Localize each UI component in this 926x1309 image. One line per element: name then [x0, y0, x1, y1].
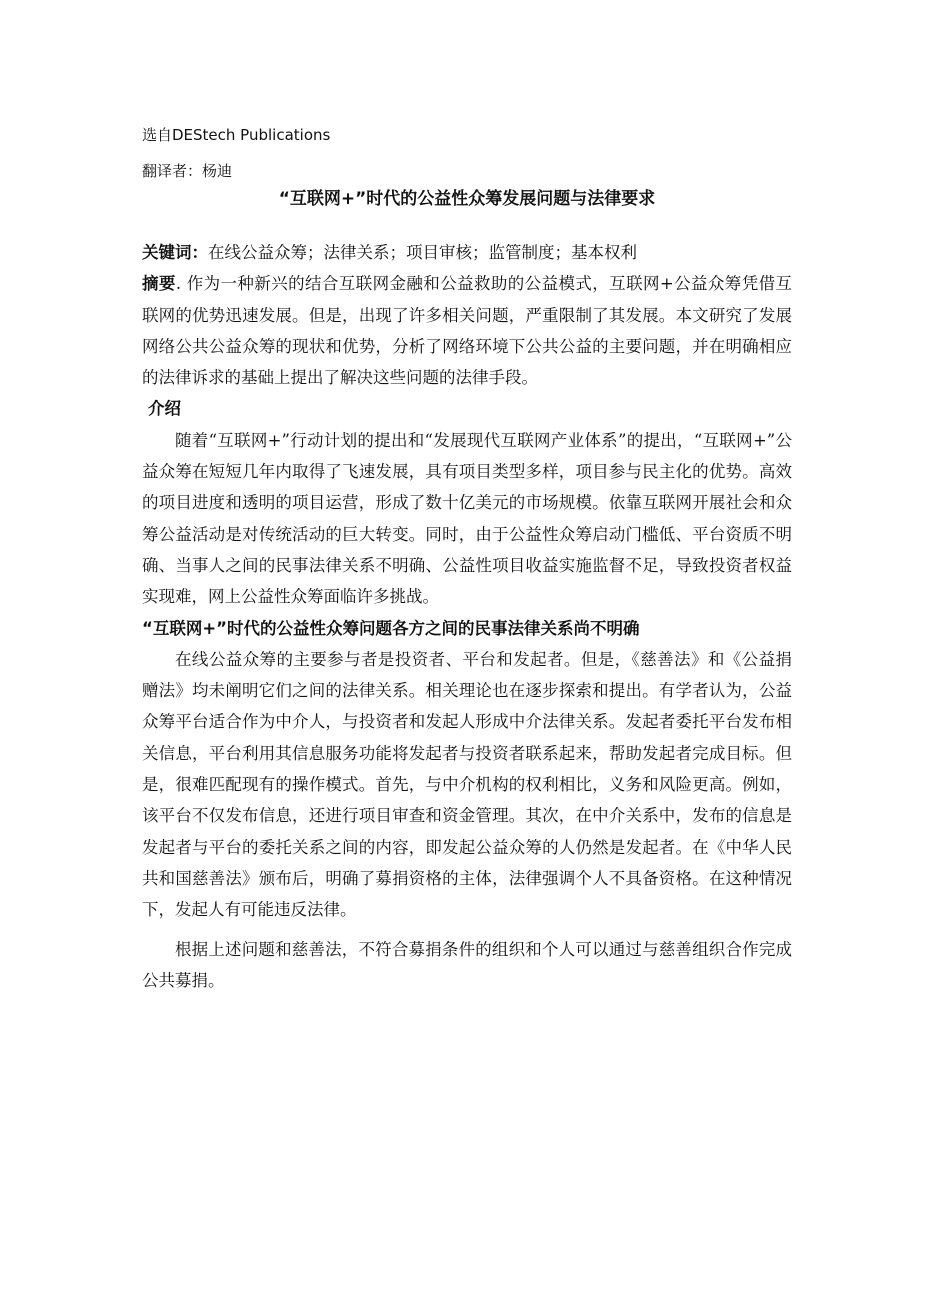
keywords-text: 在线公益众筹；法律关系；项目审核；监管制度；基本权利 — [208, 243, 637, 262]
section-heading: “互联网+”时代的公益性众筹问题各方之间的民事法律关系尚不明确 — [142, 618, 640, 638]
section-paragraph-2: 根据上述问题和慈善法，不符合募捐条件的组织和个人可以通过与慈善组织合作完成公共募捐。 — [142, 939, 792, 990]
abstract-label: 摘要 — [142, 274, 176, 294]
document-body — [142, 237, 792, 996]
section-paragraph-1: 在线公益众筹的主要参与者是投资者、平台和发起者。但是，《慈善法》和《公益捐赠法》均未阐明它们之间的法律关系。相关理论也在逐步探索和提出。有学者认为，公益众筹平台适合作为中介人，与投资者和发起人形成中介法律关系。发起者委托平台发布相关信息，平台利用其信息服务功能将发起者与投资者联系起来，帮助发起者完成目标。但是，很难匹配现有的操作模式。首先，与中介机构的权利相比，义务和风险更高。例如，该平台不仅发布信息，还进行项目审查和资金管理。其次，在中介关系中，发布的信息是发起者与平台的委托关系之间的内容，即发起公益众筹的人仍然是发起者。在《中华人民共和国慈善法》颁布后，明确了募捐资格的主体，法律强调个人不具备资格。在这种情况下，发起人有可能违反法律。 — [142, 649, 792, 920]
translator-line: 翻译者：杨迪 — [142, 162, 233, 180]
keywords-label: 关键词： — [142, 243, 208, 262]
source-line: 选自DEStech Publications — [142, 126, 331, 144]
intro-heading: 介绍 — [148, 399, 181, 419]
intro-paragraph: 随着“互联网+”行动计划的提出和“发展现代互联网产业体系”的提出，“互联网+”公益众筹在短短几年内取得了飞速发展，具有项目类型多样，项目参与民主化的优势。高效的项目进度和透明的项目运营，形成了数十亿美元的市场规模。依靠互联网开展社会和众筹公益活动是对传统活动的巨大转变。同时，由于公益性众筹启动门槛低、平台资质不明确、当事人之间的民事法律关系不明确、公益性项目收益实施监督不足，导致投资者权益实现难，网上公益性众筹面临许多挑战。 — [142, 430, 792, 607]
keywords-paragraph — [142, 237, 792, 268]
abstract-text: . 作为一种新兴的结合互联网金融和公益救助的公益模式，互联网+公益众筹凭借互联网的优势迅速发展。但是，出现了许多相关问题，严重限制了其发展。本文研究了发展网络公共公益众筹的现状和优势，分析了网络环境下公共公益的主要问题，并在明确相应的法律诉求的基础上提出了解决这些问题的法律手段。 — [142, 274, 793, 388]
document-title: “互联网+”时代的公益性众筹发展问题与法律要求 — [278, 189, 656, 209]
abstract-paragraph — [142, 268, 792, 393]
